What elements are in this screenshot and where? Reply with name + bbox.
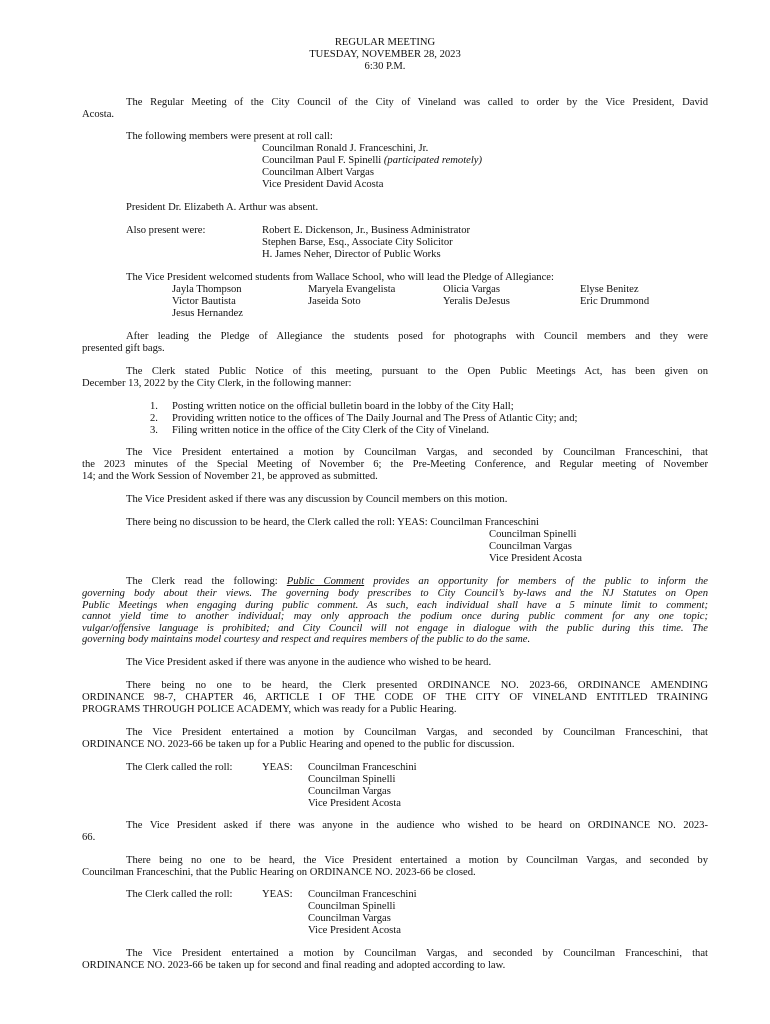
vote-name: Councilman Spinelli	[489, 529, 577, 540]
public-comment-title: Public Comment	[286, 576, 365, 587]
minutes-motion-line: 14; and the Work Session of November 21, be approved as submitted.	[82, 471, 378, 482]
final-motion-line: ORDINANCE NO. 2023-66 be taken up for second and final reading and adopted according to law.	[82, 960, 506, 971]
student-name: Victor Bautista	[172, 296, 236, 307]
notice-item-number: 2.	[150, 413, 158, 424]
audience-question: The Vice President asked if there was anyone in the audience who wished to be heard.	[126, 657, 492, 668]
notice-line: December 13, 2022 by the City Clerk, in the following manner:	[82, 378, 352, 389]
vote-name: Vice President Acosta	[308, 798, 401, 809]
meeting-date: TUESDAY, NOVEMBER 28, 2023	[309, 49, 461, 60]
public-comment-line: governing body maintains model courtesy and respect and requires members of the public to do the same.	[82, 634, 531, 645]
vote-name: Vice President Acosta	[308, 925, 401, 936]
final-motion-line: The Vice President entertained a motion by Councilman Vargas, and seconded by Councilman Franceschini, that	[126, 948, 708, 959]
public-comment-line: cannot yield time to another individual; may only approach the podium once during public comment for any one topic;	[82, 611, 708, 622]
meeting-time: 6:30 P.M.	[364, 61, 406, 72]
student-name: Olicia Vargas	[443, 284, 500, 295]
notice-item: Providing written notice to the offices of The Daily Journal and The Press of Atlantic City; and;	[172, 413, 578, 424]
audience-question-line: The Vice President asked if there was anyone in the audience who wished to be heard on ORDINANCE NO. 2023-	[126, 820, 708, 831]
photos-line: After leading the Pledge of Allegiance the students posed for photographs with Council members and they were	[126, 331, 708, 342]
ordinance-line: There being no one to be heard, the Clerk presented ORDINANCE NO. 2023-66, ORDINANCE AMENDING	[126, 680, 708, 691]
hearing-motion-line: ORDINANCE NO. 2023-66 be taken up for a Public Hearing and opened to the public for discussion.	[82, 739, 515, 750]
member-name: Councilman Ronald J. Franceschini, Jr.	[262, 143, 429, 154]
ordinance-line: ORDINANCE 98-7, CHAPTER 46, ARTICLE I OF THE CODE OF THE CITY OF VINELAND ENTITLED TRAINING	[82, 692, 708, 703]
hearing-motion-line: The Vice President entertained a motion by Councilman Vargas, and seconded by Councilman Franceschini, that	[126, 727, 708, 738]
photos-line: presented gift bags.	[82, 343, 165, 354]
notice-item: Filing written notice in the office of the City Clerk of the City of Vineland.	[172, 425, 490, 436]
member-name: Councilman Paul F. Spinelli (participated remotely)	[262, 155, 483, 166]
close-motion-line: There being no one to be heard, the Vice President entertained a motion by Councilman Vargas, and seconded by	[126, 855, 708, 866]
minutes-motion-line: the 2023 minutes of the Special Meeting of November 6; the Pre-Meeting Conference, and Regular meeting of November	[82, 459, 708, 470]
rollcall-lead: The following members were present at roll call:	[126, 131, 333, 142]
also-present-label: Also present were:	[126, 225, 206, 236]
member-name: Councilman Albert Vargas	[262, 167, 375, 178]
vote-name: Councilman Franceschini	[308, 762, 417, 773]
roll-call-label: The Clerk called the roll:	[126, 889, 233, 900]
minutes-motion-line: The Vice President entertained a motion by Councilman Vargas, and seconded by Councilman Franceschini, that	[126, 447, 708, 458]
vote-name: Councilman Franceschini	[308, 889, 417, 900]
intro-line: Acosta.	[82, 109, 115, 120]
public-comment-line: Public Meetings when engaging during public comment. As such, each individual shall have a 5 minute limit to comment;	[82, 600, 708, 611]
vote-name: Councilman Vargas	[308, 913, 391, 924]
roll-call-label: The Clerk called the roll:	[126, 762, 233, 773]
vote-name: Councilman Spinelli	[308, 901, 396, 912]
staff-name: Robert E. Dickenson, Jr., Business Administrator	[262, 225, 471, 236]
member-name: Vice President David Acosta	[262, 179, 384, 190]
notice-item: Posting written notice on the official bulletin board in the lobby of the City Hall;	[172, 401, 514, 412]
notice-item-number: 1.	[150, 401, 158, 412]
audience-question-line: 66.	[82, 832, 96, 843]
notice-item-number: 3.	[150, 425, 158, 436]
vote-name: Councilman Vargas	[308, 786, 391, 797]
student-name: Elyse Benitez	[580, 284, 639, 295]
staff-name: H. James Neher, Director of Public Works	[262, 249, 441, 260]
student-name: Jesus Hernandez	[172, 308, 243, 319]
ordinance-line: PROGRAMS THROUGH POLICE ACADEMY, which was ready for a Public Hearing.	[82, 704, 457, 715]
vote-name: Councilman Vargas	[489, 541, 572, 552]
public-comment-line: vulgar/offensive language is prohibited; and City Council will not engage in dialogue with the public during this time. The	[82, 623, 708, 634]
notice-line: The Clerk stated Public Notice of this meeting, pursuant to the Open Public Meetings Act, has been given on	[126, 366, 708, 377]
student-name: Jayla Thompson	[172, 284, 242, 295]
student-name: Jaseida Soto	[308, 296, 361, 307]
vote-name: Vice President Acosta	[489, 553, 582, 564]
students-lead: The Vice President welcomed students from Wallace School, who will lead the Pledge of Allegiance:	[126, 272, 554, 283]
roll-call-lead: There being no discussion to be heard, the Clerk called the roll: YEAS: Councilman Franceschini	[126, 517, 539, 528]
public-comment-line: governing body about their views. The governing body prescribes to City Council’s by-laws and the NJ Statutes on Open	[82, 588, 708, 599]
student-name: Maryela Evangelista	[308, 284, 396, 295]
staff-name: Stephen Barse, Esq., Associate City Solicitor	[262, 237, 453, 248]
vote-name: Councilman Spinelli	[308, 774, 396, 785]
discussion-question: The Vice President asked if there was any discussion by Council members on this motion.	[126, 494, 508, 505]
yeas-label: YEAS:	[262, 889, 293, 900]
student-name: Yeralis DeJesus	[443, 296, 510, 307]
meeting-title: REGULAR MEETING	[334, 37, 436, 48]
public-comment-line: The Clerk read the following: Public Comment provides an opportunity for members of the public to inform the	[126, 576, 708, 587]
close-motion-line: Councilman Franceschini, that the Public Hearing on ORDINANCE NO. 2023-66 be closed.	[82, 867, 476, 878]
intro-line: The Regular Meeting of the City Council of the City of Vineland was called to order by the Vice President, David	[126, 97, 708, 108]
absent-note: President Dr. Elizabeth A. Arthur was absent.	[126, 202, 319, 213]
yeas-label: YEAS:	[262, 762, 293, 773]
student-name: Eric Drummond	[580, 296, 650, 307]
